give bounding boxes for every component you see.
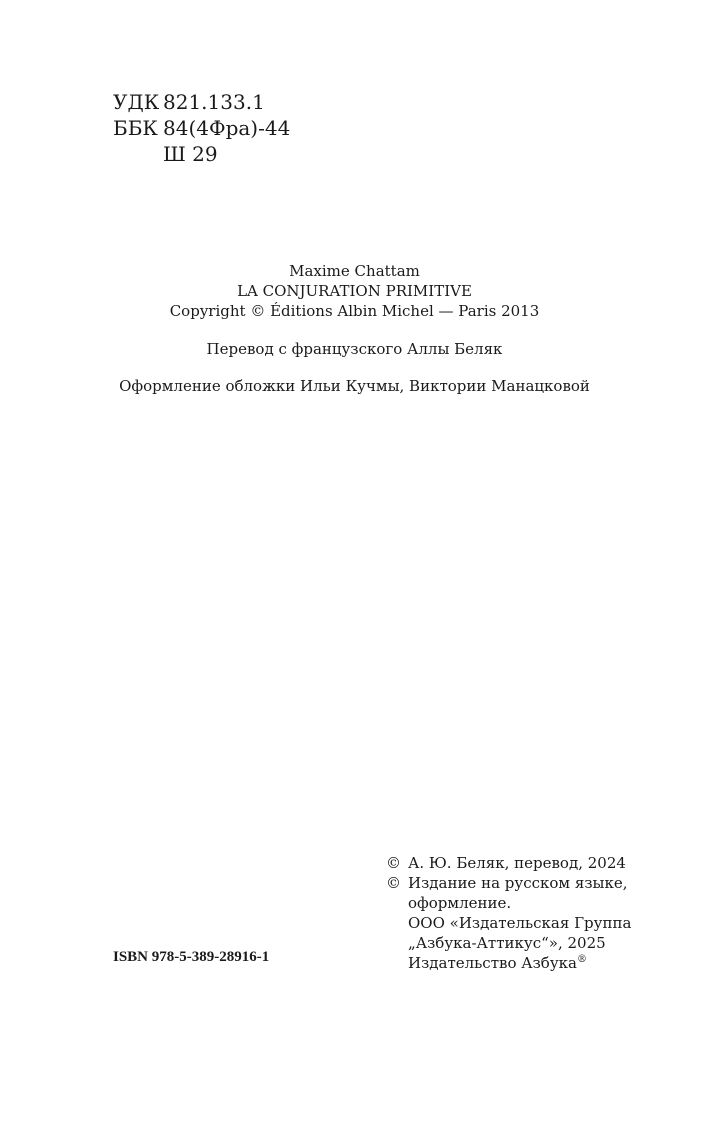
original-author: Maxime Chattam [289, 262, 420, 280]
copyright-edition-line: ООО «Издательская Группа [408, 914, 632, 932]
registered-mark-icon: ® [576, 954, 587, 965]
classification-block [113, 89, 290, 167]
original-title: LA CONJURATION PRIMITIVE [237, 282, 472, 300]
original-edition-block [0, 261, 709, 321]
copyright-translation [386, 853, 631, 873]
bbk-row [113, 115, 290, 141]
copyright-notices [386, 853, 631, 973]
bbk-label: ББК [113, 116, 158, 140]
copyright-edition-line: „Азбука-Аттикус“», 2025 [408, 934, 606, 952]
copyright-icon: © [386, 874, 401, 892]
copyright-edition-cont [386, 933, 631, 953]
author-mark-row [113, 141, 290, 167]
copyright-edition-cont [386, 893, 631, 913]
copyright-edition-line: оформление. [408, 894, 512, 912]
publisher-name: Издательство Азбука [408, 954, 577, 972]
bbk-value: 84(4Фра)-44 [163, 116, 291, 140]
copyright-edition-cont [386, 953, 631, 973]
udk-value: 821.133.1 [163, 90, 265, 114]
copyright-translation-text: А. Ю. Беляк, перевод, 2024 [408, 854, 626, 872]
copyright-edition [386, 873, 631, 893]
isbn: ISBN 978-5-389-28916-1 [113, 949, 270, 965]
copyright-edition-line: Издание на русском языке, [408, 874, 628, 892]
copyright-edition-cont [386, 913, 631, 933]
original-copyright: Copyright © Éditions Albin Michel — Paris 2013 [169, 302, 540, 320]
udk-row [113, 89, 290, 115]
copyright-icon: © [386, 854, 401, 872]
udk-label: УДК [113, 90, 160, 114]
author-mark: Ш 29 [163, 142, 218, 166]
cover-design-credit: Оформление обложки Ильи Кучмы, Виктории Манацковой [119, 377, 590, 395]
translation-credit: Перевод с французского Аллы Беляк [206, 340, 503, 358]
